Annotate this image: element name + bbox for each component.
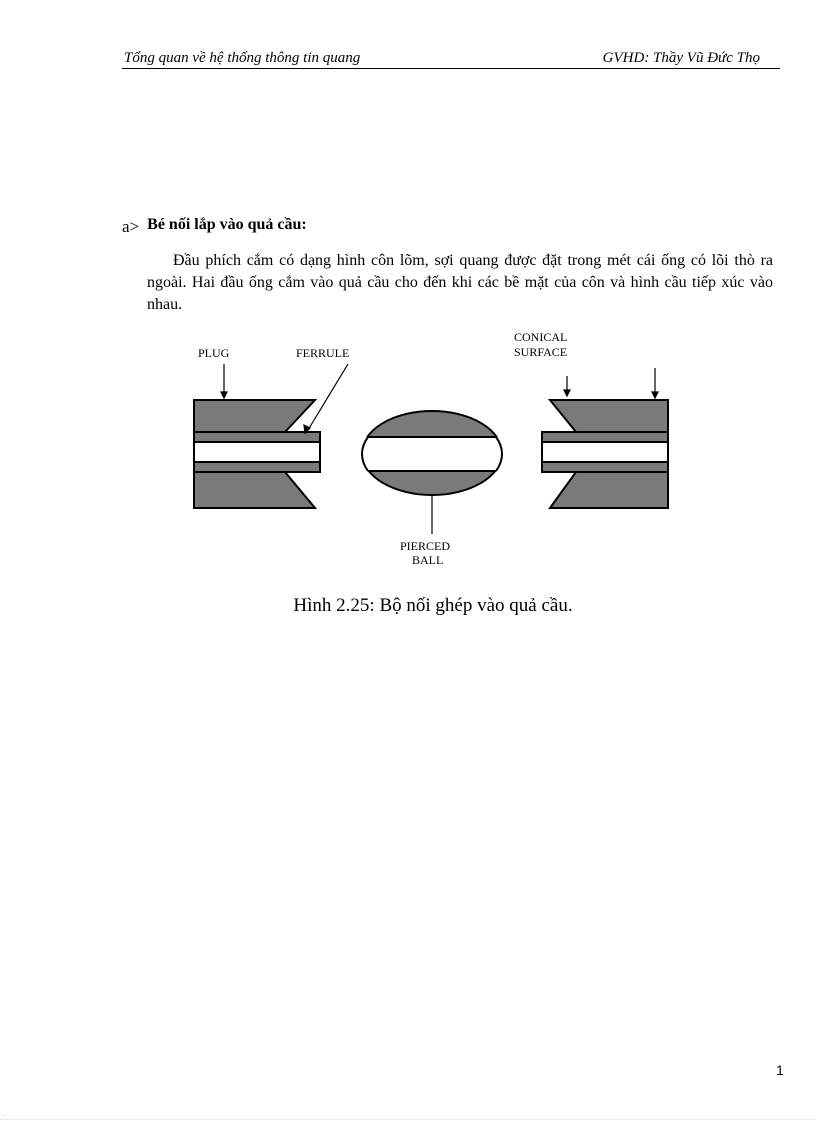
label-plug: PLUG — [198, 346, 230, 360]
right-ferrule-bottom — [542, 462, 668, 472]
pierced-ball — [360, 411, 504, 495]
left-ferrule-core — [194, 442, 320, 462]
connector-diagram — [180, 326, 680, 571]
page-number: 1 — [776, 1062, 784, 1078]
label-pierced-line1: PIERCED — [400, 539, 451, 553]
left-ferrule-top — [194, 432, 320, 442]
right-plug-lower-body — [550, 472, 668, 508]
label-ferrule: FERRULE — [296, 346, 350, 360]
paragraph-text: Đầu phích cắm có dạng hình côn lõm, sợi quang được đặt trong mét cái ống có lõi thò ra ngoài. Hai đầu ống cắm vào quả cầu cho đến khi các bề mặt của côn và hình cầu tiếp xúc vào nhau. — [147, 252, 773, 313]
label-conical-line2: SURFACE — [514, 345, 568, 359]
label-conical-line1: CONICAL — [514, 330, 568, 344]
left-ferrule-bottom — [194, 462, 320, 472]
label-pierced-line2: BALL — [412, 553, 444, 567]
section-marker: a> — [122, 217, 140, 236]
figure-caption: Hình 2.25: Bộ nối ghép vào quả cầu. — [293, 595, 573, 616]
section-title: Bé nối lắp vào quả cầu: — [147, 216, 307, 233]
section-heading — [122, 214, 307, 234]
right-plug — [542, 400, 668, 508]
header-right-author: GVHD: Thầy Vũ Đức Thọ — [602, 50, 760, 66]
footer-divider — [0, 1119, 816, 1120]
body-paragraph — [147, 250, 773, 316]
left-plug-lower-body — [194, 472, 315, 508]
page-header — [122, 50, 780, 69]
header-left-title: Tổng quan về hệ thống thông tin quang — [124, 50, 361, 66]
right-ferrule-core — [542, 442, 668, 462]
left-plug — [194, 400, 320, 508]
left-plug-upper-body — [194, 400, 315, 432]
right-ferrule-top — [542, 432, 668, 442]
connector-figure — [180, 326, 680, 571]
right-plug-upper-body — [550, 400, 668, 432]
